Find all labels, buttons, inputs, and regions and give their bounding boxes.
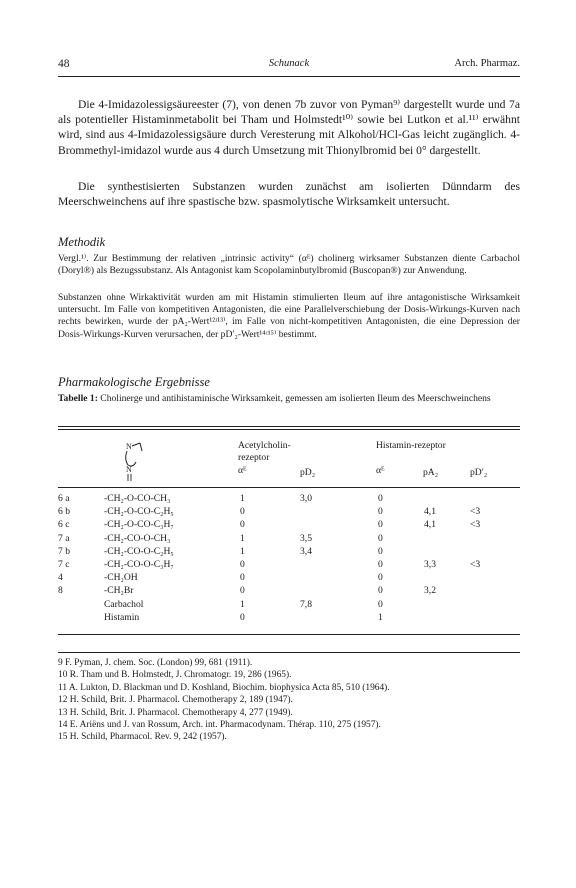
header-pa2: pA₂ bbox=[423, 467, 439, 478]
page-number: 48 bbox=[58, 58, 70, 70]
cell-pa2: 4,1 bbox=[424, 506, 436, 518]
cell-substituent: -CH₂OH bbox=[104, 572, 138, 584]
journal-name: Arch. Pharmaz. bbox=[454, 58, 520, 69]
header-pd2: pD₂ bbox=[300, 467, 316, 478]
cell-pa2: 3,3 bbox=[424, 559, 436, 570]
svg-text:N: N bbox=[126, 442, 132, 451]
cell-compound-id: 7 a bbox=[58, 532, 70, 544]
cell-alpha-e-hist: 0 bbox=[378, 559, 383, 570]
method-paragraph-1: Vergl.¹⁾. Zur Bestimmung der relativen „intrinsic activity“ (αᴱ) cholinerg wirksamer Substanzen diente Carbachol (Doryl®) als Bezugssubstanz. Als Antagonist kam Scopolaminbutylbromid (Buscopan®) zur Anwendung. bbox=[58, 253, 520, 277]
cell-alpha-e-hist: 0 bbox=[378, 506, 383, 518]
cell-pd2: 3,0 bbox=[300, 493, 312, 504]
cell-alpha-e-ach: 1 bbox=[240, 532, 245, 544]
cell-alpha-e-hist: 0 bbox=[378, 519, 383, 531]
cell-alpha-e-hist: 0 bbox=[378, 545, 383, 557]
cell-alpha-e-ach: 0 bbox=[240, 559, 245, 570]
cell-alpha-e-hist: 0 bbox=[378, 585, 383, 597]
cell-compound-id: 7 b bbox=[58, 545, 70, 557]
footnote-rule bbox=[58, 652, 520, 653]
cell-substituent: -CH₂Br bbox=[104, 585, 134, 597]
cell-alpha-e-ach: 1 bbox=[240, 493, 245, 504]
cell-compound-id: 7 c bbox=[58, 559, 70, 570]
table-rule-top bbox=[58, 426, 520, 427]
cell-compound-id: 4 bbox=[58, 572, 63, 584]
cell-alpha-e-hist: 0 bbox=[378, 572, 383, 584]
footnote: 9 F. Pyman, J. chem. Soc. (London) 99, 681 (1911). bbox=[58, 658, 253, 668]
cell-compound-id: 6 c bbox=[58, 519, 70, 531]
cell-pa2: 4,1 bbox=[424, 519, 436, 531]
running-author: Schunack bbox=[268, 58, 310, 69]
cell-alpha-e-hist: 0 bbox=[378, 532, 383, 544]
cell-alpha-e-hist: 0 bbox=[378, 598, 383, 610]
header-pd2-prime: pD′₂ bbox=[470, 467, 488, 478]
cell-pd2-prime: <3 bbox=[470, 559, 481, 570]
cell-alpha-e-hist: 0 bbox=[378, 493, 383, 504]
footnote: 13 H. Schild, Brit. J. Pharmacol. Chemotherapy 4, 277 (1949). bbox=[58, 707, 293, 718]
table-rule-header bbox=[58, 487, 520, 488]
footnote: 11 A. Lukton, D. Blackman und D. Koshland, Biochim. biophysica Acta 85, 510 (1964). bbox=[58, 682, 390, 693]
table-caption-label: Tabelle 1: bbox=[58, 393, 98, 404]
cell-compound-id: 6 a bbox=[58, 493, 70, 504]
table-rule-top-double bbox=[58, 429, 520, 430]
cell-substituent: -CH₂-O-CO-C₃H₇ bbox=[104, 519, 174, 531]
cell-pd2: 3,4 bbox=[300, 545, 312, 557]
cell-alpha-e-ach: 0 bbox=[240, 572, 245, 584]
footnote: 14 E. Ariëns und J. van Rossum, Arch. int. Pharmacodynam. Thérap. 110, 275 (1957). bbox=[58, 720, 381, 731]
section-heading-methodik: Methodik bbox=[58, 235, 106, 249]
method-paragraph-2: Substanzen ohne Wirkaktivität wurden am mit Histamin stimulierten Ileum auf ihre antagonistische Wirksamkeit untersucht. Im Falle von kompetitiven Antagonisten, die eine Parallelverschiebung der Dosis-Wirkungs-Kurven nach rechts bewirken, wurde der pA₂-Wert¹²ʴ¹³⁾, im Falle von nicht-kompetitiven Antagonisten, die eine Depression der Dosis-Wirkungs-Kurven verursachen, der pD′₂-Wert¹⁴ʴ¹⁵⁾ bestimmt. bbox=[58, 292, 520, 340]
footnote: 15 H. Schild, Pharmacol. Rev. 9, 242 (1957). bbox=[58, 732, 227, 743]
cell-substituent: -CH₂-CO-O-C₃H₇ bbox=[104, 559, 174, 570]
header-histamin-receptor: Histamin-rezeptor bbox=[376, 440, 446, 451]
cell-alpha-e-hist: 1 bbox=[378, 611, 383, 623]
cell-substituent: -CH₂-CO-O-CH₃ bbox=[104, 532, 171, 544]
footnote: 12 H. Schild, Brit. J. Pharmacol. Chemotherapy 2, 189 (1947). bbox=[58, 695, 293, 706]
svg-text:N: N bbox=[126, 465, 132, 474]
cell-alpha-e-ach: 1 bbox=[240, 598, 245, 610]
cell-alpha-e-ach: 1 bbox=[240, 545, 245, 557]
header-alpha-e-hist: αᴱ bbox=[376, 465, 385, 476]
header-alpha-e-ach: αᴱ bbox=[238, 465, 247, 476]
running-header bbox=[58, 58, 520, 74]
cell-alpha-e-ach: 0 bbox=[240, 611, 245, 623]
cell-substituent: -CH₂-O-CO-C₂H₅ bbox=[104, 506, 174, 518]
cell-substituent: -CH₂-CO-O-C₂H₅ bbox=[104, 545, 174, 557]
header-rule bbox=[58, 76, 520, 77]
cell-substituent: Histamin bbox=[104, 611, 140, 623]
body-paragraph-1: Die 4-Imidazolessigsäureester (7), von denen 7b zuvor von Pyman⁹⁾ dargestellt wurde und 7a als potentieller Histaminmetabolit bei Tham und Holmstedt¹⁰⁾ sowie bei Lutkon et al.¹¹⁾ erwähnt wird, sind aus 4-Imidazolessigsäure durch Veresterung mit Alkohol/HCl-Gas leicht zugänglich. 4-Brommethyl-imidazol wurde aus 4 durch Umsetzung mit Thionylbromid bei 0° dargestellt. bbox=[58, 98, 520, 157]
footnote: 10 R. Tham und B. Holmstedt, J. Chromatogr. 19, 286 (1965). bbox=[58, 670, 292, 681]
cell-pd2: 3,5 bbox=[300, 532, 312, 544]
cell-compound-id: 6 b bbox=[58, 506, 70, 518]
section-heading-ergebnisse: Pharmakologische Ergebnisse bbox=[58, 375, 210, 389]
body-paragraph-2: Die synthestisierten Substanzen wurden zunächst am isolierten Dünndarm des Meerschweinchens auf ihre spastische bzw. spasmolytische Wirksamkeit untersucht. bbox=[58, 180, 520, 209]
table-caption bbox=[58, 393, 520, 405]
cell-compound-id: 8 bbox=[58, 585, 63, 597]
cell-pd2: 7,8 bbox=[300, 598, 312, 610]
table-rule-bottom bbox=[58, 634, 520, 635]
cell-pd2-prime: <3 bbox=[470, 506, 481, 518]
header-acetylcholin-receptor: Acetylcholin-rezeptor bbox=[238, 440, 291, 463]
cell-alpha-e-ach: 0 bbox=[240, 519, 245, 531]
cell-alpha-e-ach: 0 bbox=[240, 585, 245, 597]
cell-pd2-prime: <3 bbox=[470, 519, 481, 531]
cell-substituent: -CH₂-O-CO-CH₃ bbox=[104, 493, 171, 504]
imidazole-ring-structure bbox=[118, 437, 148, 483]
cell-substituent: Carbachol bbox=[104, 598, 144, 610]
cell-alpha-e-ach: 0 bbox=[240, 506, 245, 518]
footnotes bbox=[58, 657, 520, 744]
cell-pa2: 3,2 bbox=[424, 585, 436, 597]
table-caption-text: Cholinerge und antihistaminische Wirksamkeit, gemessen am isolierten Ileum des Meerschweinchens bbox=[100, 393, 491, 404]
